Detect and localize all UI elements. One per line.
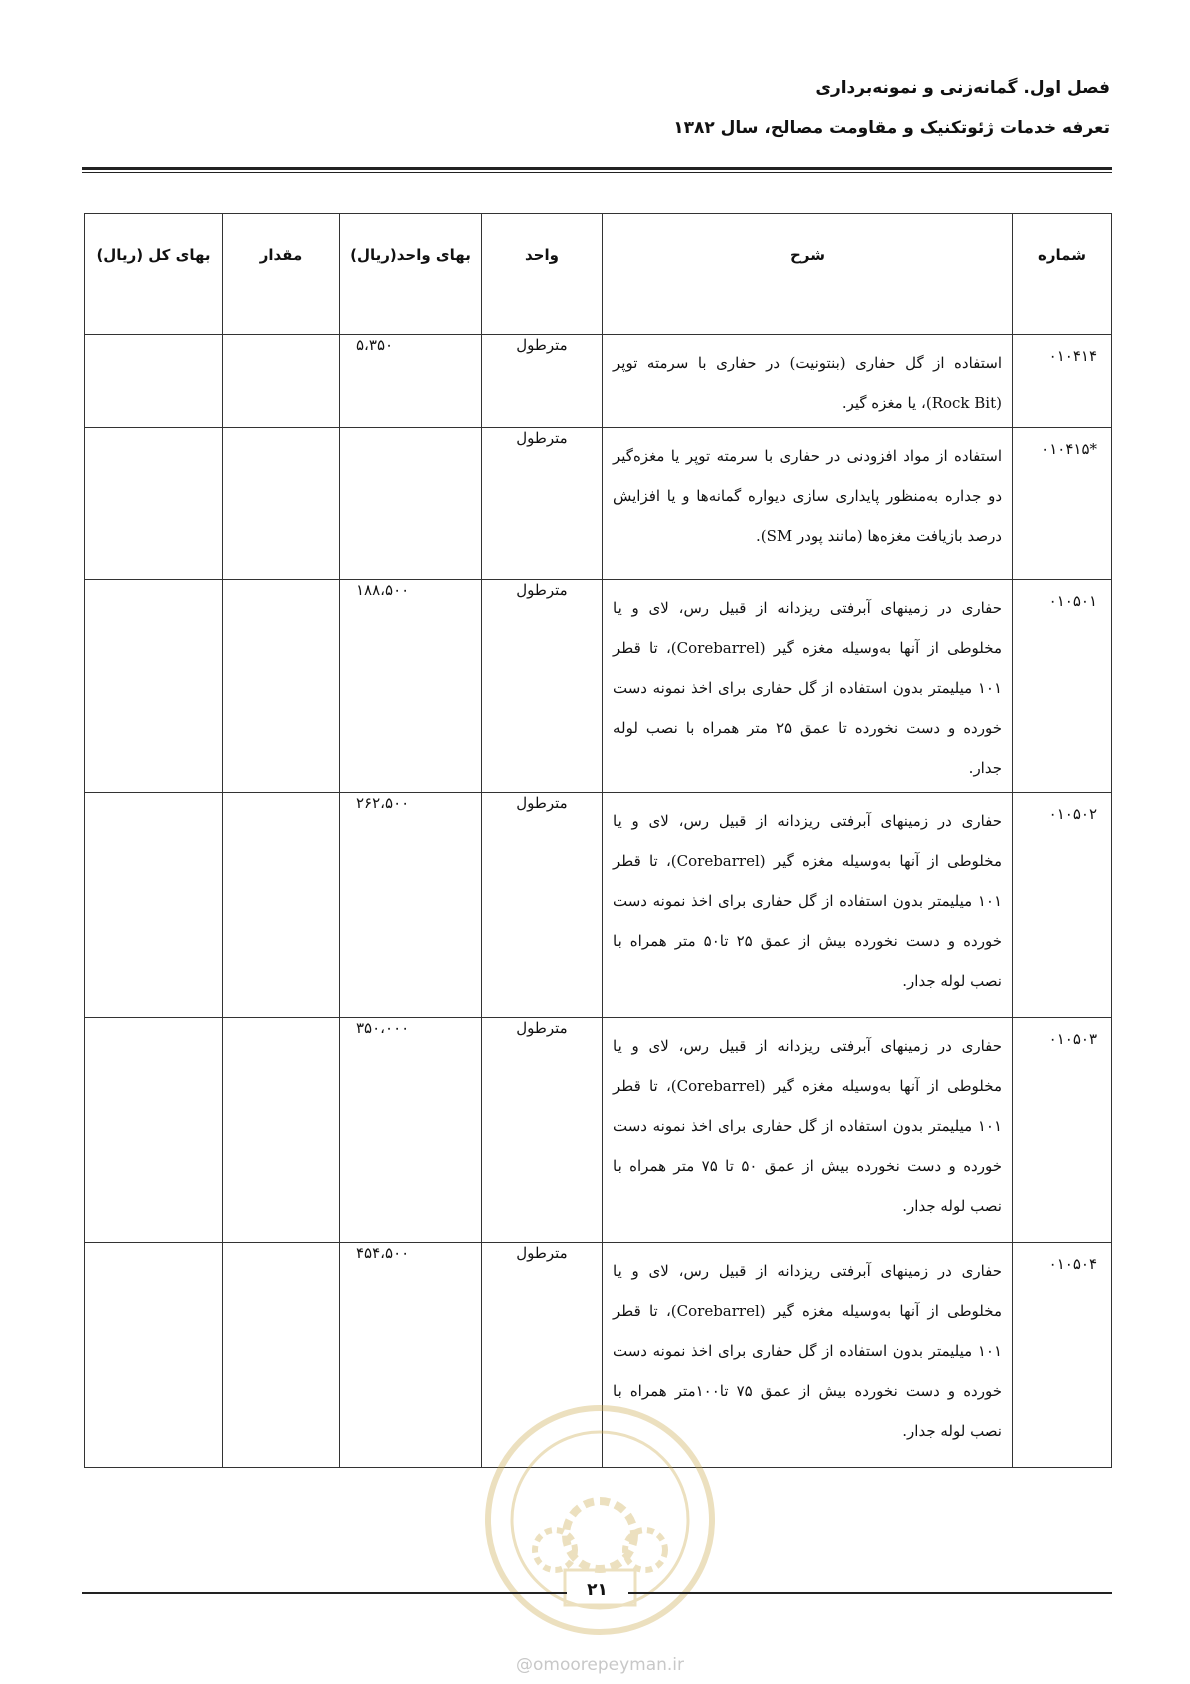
table-row <box>85 335 1112 428</box>
document-title: تعرفه خدمات ژئوتکنیک و مقاومت مصالح، سال ۱۳۸۲ <box>673 118 1110 138</box>
row-code: ۰۱۰۵۰۲ <box>1013 793 1112 1018</box>
page-number: ۲۱ <box>587 1580 608 1600</box>
row-unit: مترطول <box>482 793 603 1018</box>
row-total <box>85 335 223 428</box>
row-unit-price: ۳۵۰،۰۰۰ <box>340 1018 482 1243</box>
row-code: ۰۱۰۵۰۴ <box>1013 1243 1112 1468</box>
row-unit: مترطول <box>482 580 603 793</box>
seal-left-gear <box>535 1530 575 1570</box>
row-unit-price <box>340 428 482 580</box>
row-unit-price: ۵،۳۵۰ <box>340 335 482 428</box>
row-total <box>85 793 223 1018</box>
row-qty <box>223 1018 340 1243</box>
row-total <box>85 1018 223 1243</box>
row-code: *۰۱۰۴۱۵ <box>1013 428 1112 580</box>
row-code: ۰۱۰۴۱۴ <box>1013 335 1112 428</box>
seal-right-gear <box>625 1530 665 1570</box>
table-row <box>85 580 1112 793</box>
table-header-row <box>85 214 1112 335</box>
row-total <box>85 580 223 793</box>
row-description: حفاری در زمینهای آبرفتی ریزدانه از قبیل رس، لای و یا مخلوطی از آنها به‌وسیله مغزه گیر (Corebarrel)، تا قطر ۱۰۱ میلیمتر بدون استفاده از گل حفاری برای اخذ نمونه دست خورده و دست نخورده بیش از عمق ۵۰ تا ۷۵ متر همراه با نصب لوله جدار. <box>603 1018 1013 1243</box>
row-description: استفاده از مواد افزودنی در حفاری با سرمته توپر یا مغزه‌گیر دو جداره به‌منظور پایداری سازی دیواره گمانه‌ها و یا افزایش درصد بازیافت مغزه‌ها (مانند پودر SM). <box>603 428 1013 580</box>
row-qty <box>223 580 340 793</box>
row-unit: مترطول <box>482 335 603 428</box>
row-unit-price: ۱۸۸،۵۰۰ <box>340 580 482 793</box>
col-header-desc: شرح <box>603 214 1013 335</box>
row-unit: مترطول <box>482 1018 603 1243</box>
row-total <box>85 428 223 580</box>
table-row <box>85 1018 1112 1243</box>
page-header <box>80 78 1110 138</box>
row-description: حفاری در زمینهای آبرفتی ریزدانه از قبیل رس، لای و یا مخلوطی از آنها به‌وسیله مغزه گیر (Corebarrel)، تا قطر ۱۰۱ میلیمتر بدون استفاده از گل حفاری برای اخذ نمونه دست خورده و دست نخورده بیش از عمق ۷۵ تا۱۰۰متر همراه با نصب لوله جدار. <box>603 1243 1013 1468</box>
tariff-table <box>84 213 1112 1468</box>
row-unit: مترطول <box>482 428 603 580</box>
row-code: ۰۱۰۵۰۳ <box>1013 1018 1112 1243</box>
row-code: ۰۱۰۵۰۱ <box>1013 580 1112 793</box>
table-row <box>85 793 1112 1018</box>
col-header-unit: واحد <box>482 214 603 335</box>
chapter-title: فصل اول. گمانه‌زنی و نمونه‌برداری <box>815 78 1110 98</box>
col-header-total: بهای کل (ریال) <box>85 214 223 335</box>
watermark-text: @omoorepeyman.ir <box>515 1655 685 1675</box>
row-description: حفاری در زمینهای آبرفتی ریزدانه از قبیل رس، لای و یا مخلوطی از آنها به‌وسیله مغزه گیر (Corebarrel)، تا قطر ۱۰۱ میلیمتر بدون استفاده از گل حفاری برای اخذ نمونه دست خورده و دست نخورده بیش از عمق ۲۵ تا۵۰ متر همراه با نصب لوله جدار. <box>603 793 1013 1018</box>
footer-rule-right <box>628 1592 1112 1594</box>
row-description: استفاده از گل حفاری (بنتونیت) در حفاری با سرمته توپر (Rock Bit)، یا مغزه گیر. <box>603 335 1013 428</box>
row-total <box>85 1243 223 1468</box>
row-description: حفاری در زمینهای آبرفتی ریزدانه از قبیل رس، لای و یا مخلوطی از آنها به‌وسیله مغزه گیر (Corebarrel)، تا قطر ۱۰۱ میلیمتر بدون استفاده از گل حفاری برای اخذ نمونه دست خورده و دست نخورده تا عمق ۲۵ متر همراه با نصب لوله جدار. <box>603 580 1013 793</box>
header-rule <box>82 167 1112 170</box>
row-unit-price: ۴۵۴،۵۰۰ <box>340 1243 482 1468</box>
row-qty <box>223 428 340 580</box>
row-qty <box>223 1243 340 1468</box>
table-row <box>85 428 1112 580</box>
col-header-qty: مقدار <box>223 214 340 335</box>
row-unit-price: ۲۶۲،۵۰۰ <box>340 793 482 1018</box>
header-rule-thin <box>82 172 1112 173</box>
row-qty <box>223 793 340 1018</box>
col-header-unit-price: بهای واحد(ریال) <box>340 214 482 335</box>
seal-watermark-icon <box>480 1400 720 1640</box>
col-header-code: شماره <box>1013 214 1112 335</box>
row-unit: مترطول <box>482 1243 603 1468</box>
footer-rule-left <box>82 1592 567 1594</box>
row-qty <box>223 335 340 428</box>
